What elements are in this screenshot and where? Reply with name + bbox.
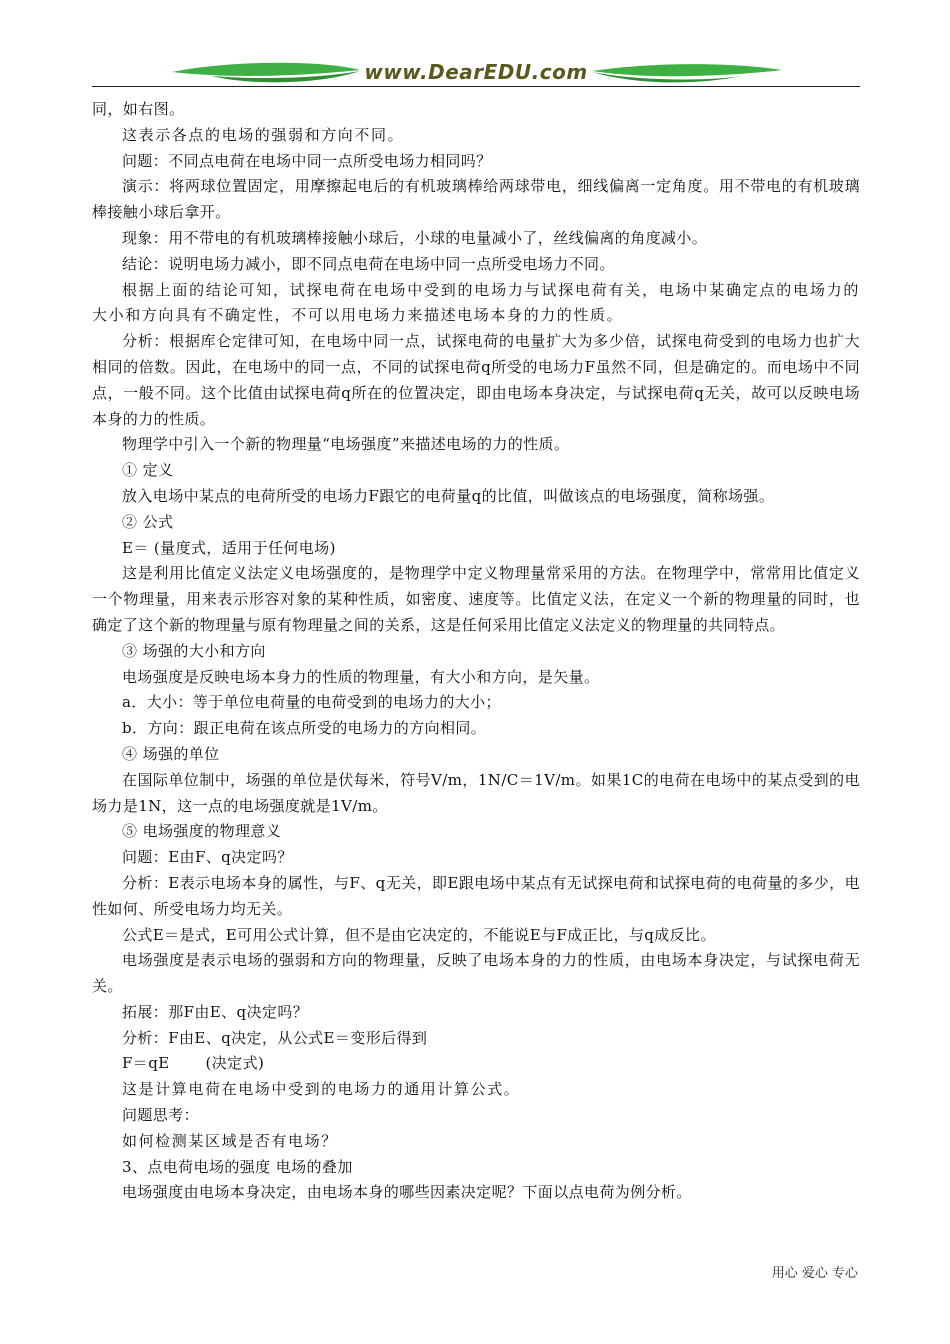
paragraph: 这表示各点的电场的强弱和方向不同。 xyxy=(122,125,405,144)
paragraph: 问题：E由F、q决定吗？ xyxy=(122,848,293,867)
paragraph: 问题思考： xyxy=(122,1106,200,1125)
paragraph: b．方向：跟正电荷在该点所受的电场力的方向相同。 xyxy=(122,719,487,738)
section-heading: ② 公式 xyxy=(122,512,174,531)
paragraph: 现象：用不带电的有机玻璃棒接触小球后，小球的电量减小了，丝线偏离的角度减小。 xyxy=(122,228,708,247)
paragraph: 电场强度是反映电场本身力的性质的物理量，有大小和方向，是矢量。 xyxy=(122,667,600,686)
section-heading: 3、点电荷电场的强度 电场的叠加 xyxy=(122,1157,353,1176)
paragraph: 分析：E表示电场本身的属性，与F、q无关，即E跟电场中某点有无试探电荷和试探电荷的电荷量的多少，电性如何、所受电场力均无关。 xyxy=(92,873,860,918)
paragraph: 演示：将两球位置固定，用摩擦起电后的有机玻璃棒给两球带电，细线偏离一定角度。用不带电的有机玻璃棒接触小球后拿开。 xyxy=(92,177,860,222)
formula-line: F＝qE (决定式) xyxy=(122,1054,265,1073)
paragraph: 问题：不同点电荷在电场中同一点所受电场力相同吗？ xyxy=(122,151,492,170)
paragraph: a．大小：等于单位电荷量的电荷受到的电场力的大小； xyxy=(122,693,501,712)
section-heading: ① 定义 xyxy=(122,461,174,480)
paragraph: 结论：说明电场力减小，即不同点电荷在电场中同一点所受电场力不同。 xyxy=(122,254,615,273)
paragraph: 分析：根据库仑定律可知，在电场中同一点，试探电荷的电量扩大为多少倍，试探电荷受到的电场力也扩大相同的倍数。因此，在电场中的同一点，不同的试探电荷q所受的电场力F虽然不同，但是确定的。而电场中不同点，一般不同。这个比值由试探电荷q所在的位置决定，即由电场本身决定，与试探电荷q无关，故可以反映电场本身的力的性质。 xyxy=(92,332,860,428)
header-divider xyxy=(92,86,860,87)
paragraph: 这是利用比值定义法定义电场强度的，是物理学中定义物理量常采用的方法。在物理学中，常常用比值定义一个物理量，用来表示形容对象的某种性质，如密度、速度等。比值定义法，在定义一个新的物理量的同时，也确定了这个新的物理量与原有物理量之间的关系，这是任何采用比值定义法定义的物理量的共同特点。 xyxy=(92,564,860,634)
paragraph: 公式E＝是式，E可用公式计算，但不是由它决定的，不能说E与F成正比，与q成反比。 xyxy=(122,925,716,944)
paragraph: 分析：F由E、q决定，从公式E＝变形后得到 xyxy=(122,1028,428,1047)
paragraph: 电场强度是表示电场的强弱和方向的物理量，反映了电场本身的力的性质，由电场本身决定，与试探电荷无关。 xyxy=(92,951,860,996)
paragraph: 根据上面的结论可知，试探电荷在电场中受到的电场力与试探电荷有关，电场中某确定点的电场力的大小和方向具有不确定性，不可以用电场力来描述电场本身的力的性质。 xyxy=(92,280,860,325)
section-heading: ④ 场强的单位 xyxy=(122,744,220,763)
document-body xyxy=(92,97,860,1206)
paragraph: 如何检测某区域是否有电场？ xyxy=(122,1131,338,1150)
page-header xyxy=(92,58,860,88)
formula-line: E＝ (量度式，适用于任何电场) xyxy=(122,538,336,557)
paragraph: 拓展：那F由E、q决定吗？ xyxy=(122,1002,309,1021)
paragraph: 物理学中引入一个新的物理量“电场强度”来描述电场的力的性质。 xyxy=(122,435,570,454)
page-footer: 用心 爱心 专心 xyxy=(771,1266,858,1281)
section-heading: ⑤ 电场强度的物理意义 xyxy=(122,822,282,841)
section-heading: ③ 场强的大小和方向 xyxy=(122,641,266,660)
paragraph: 同，如右图。 xyxy=(92,100,185,118)
paragraph: 放入电场中某点的电荷所受的电场力F跟它的电荷量q的比值，叫做该点的电场强度，简称场强。 xyxy=(122,486,775,505)
site-logo-text: www.DearEDU.com xyxy=(364,60,588,84)
paragraph: 电场强度由电场本身决定，由电场本身的哪些因素决定呢？下面以点电荷为例分析。 xyxy=(122,1183,692,1202)
paragraph: 在国际单位制中，场强的单位是伏每米，符号V/m，1N/C＝1V/m。如果1C的电荷在电场中的某点受到的电场力是1N，这一点的电场强度就是1V/m。 xyxy=(92,770,860,815)
paragraph: 这是计算电荷在电场中受到的电场力的通用计算公式。 xyxy=(122,1080,521,1099)
